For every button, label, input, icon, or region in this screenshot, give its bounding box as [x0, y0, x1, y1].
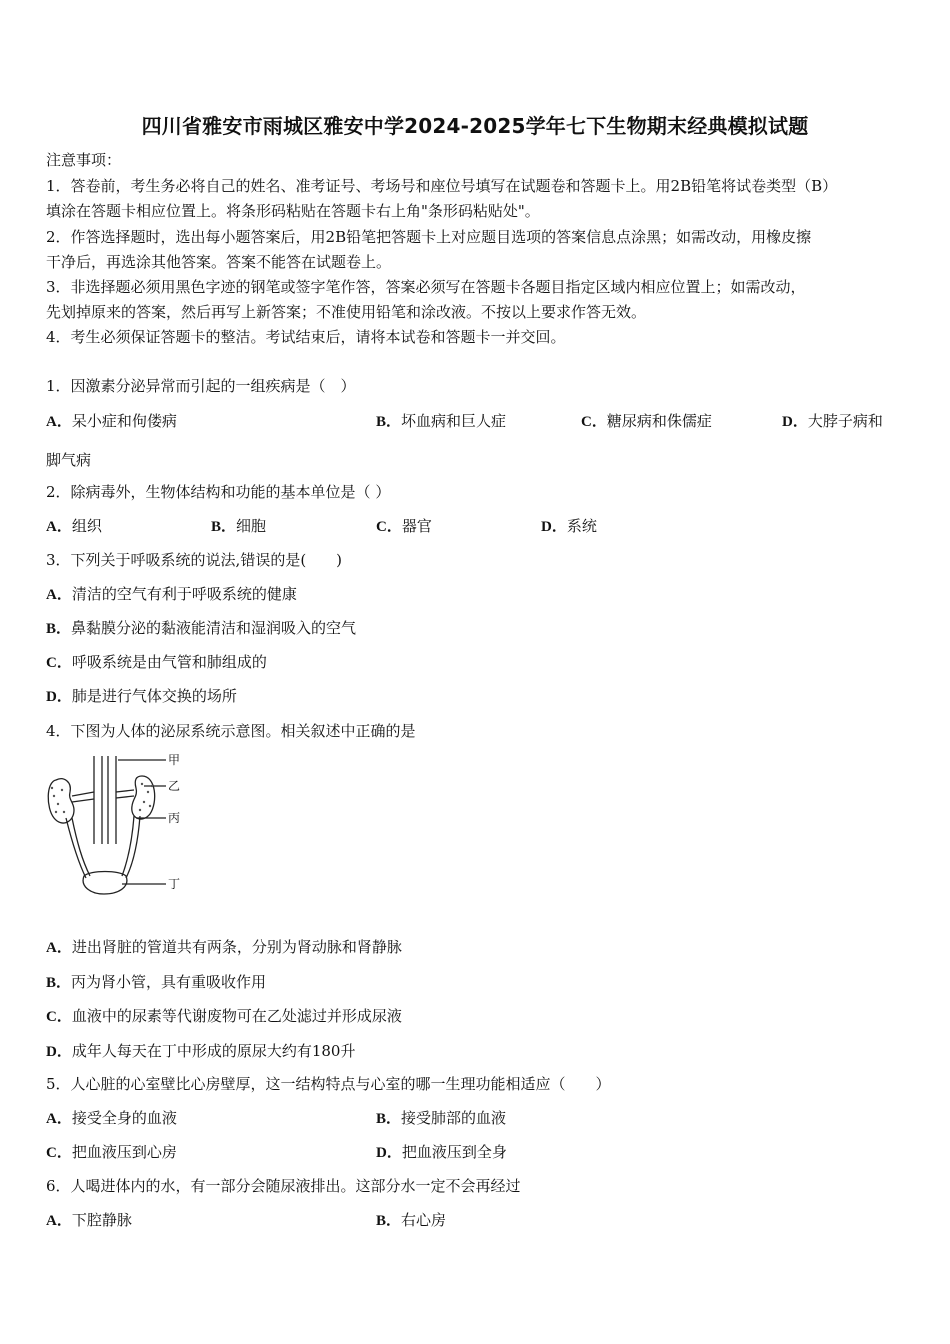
notice-line: 4．考生必须保证答题卡的整洁。考试结束后，请将本试卷和答题卡一并交回。 [46, 328, 566, 346]
option-label: C． [46, 1145, 72, 1161]
option-label: A． [46, 1213, 72, 1229]
notice-line: 2．作答选择题时，选出每小题答案后，用2B铅笔把答题卡上对应题目选项的答案信息点涂黑；如需改动，用橡皮擦 [46, 228, 812, 246]
option-label: A． [46, 519, 72, 535]
option-text: 坏血病和巨人症 [401, 412, 507, 430]
option-text: 细胞 [236, 517, 267, 535]
notice-line: 3．非选择题必须用黑色字迹的钢笔或签字笔作答，答案必须写在答题卡各题目指定区域内相应位置上；如需改动， [46, 278, 806, 296]
diagram-label-jia: 甲 [168, 753, 181, 767]
question-stem-5: 5．人心脏的心室壁比心房壁厚，这一结构特点与心室的哪一生理功能相适应（ ） [46, 1075, 611, 1093]
option-label: C． [46, 1009, 72, 1025]
option-label: B． [376, 1111, 402, 1127]
page-title: 四川省雅安市雨城区雅安中学2024-2025学年七下生物期末经典模拟试题 [141, 114, 809, 138]
notice-line: 干净后，再选涂其他答案。答案不能答在试题卷上。 [46, 253, 392, 271]
left-ureter [66, 818, 86, 878]
option-label: B． [46, 975, 72, 991]
notice-heading: 注意事项： [46, 151, 122, 169]
option-2a [46, 515, 102, 536]
option-label: C． [376, 519, 402, 535]
diagram-label-yi: 乙 [168, 779, 181, 793]
option-text: 糖尿病和侏儒症 [606, 412, 712, 430]
option-6b [376, 1209, 446, 1230]
option-3d [46, 685, 237, 706]
renal-vessels [72, 790, 134, 802]
right-kidney [132, 776, 155, 819]
option-text: 血液中的尿素等代谢废物可在乙处滤过并形成尿液 [71, 1007, 402, 1025]
option-1d-wrap: 脚气病 [46, 451, 92, 469]
vena-cava [108, 756, 116, 844]
option-text: 肺是进行气体交换的场所 [71, 687, 237, 705]
option-label: D． [782, 414, 808, 430]
option-text: 成年人每天在丁中形成的原尿大约有180升 [71, 1042, 356, 1060]
option-5b [376, 1107, 506, 1128]
left-kidney [48, 779, 74, 823]
option-5c [46, 1141, 177, 1162]
option-1d [782, 410, 883, 431]
option-text: 呆小症和佝偻病 [71, 412, 177, 430]
option-text: 把血液压到心房 [71, 1143, 177, 1161]
option-4c [46, 1005, 402, 1026]
diagram-label-bing: 丙 [168, 811, 181, 825]
option-1c [581, 410, 712, 431]
question-stem-1: 1．因激素分泌异常而引起的一组疾病是（ ） [46, 377, 356, 395]
option-label: B． [376, 1213, 402, 1229]
option-text: 组织 [71, 517, 102, 535]
aorta [94, 756, 102, 844]
option-1b [376, 410, 506, 431]
option-3c [46, 651, 267, 672]
right-ureter-inner [122, 816, 134, 876]
option-label: A． [46, 940, 72, 956]
option-label: D． [376, 1145, 402, 1161]
question-stem-3: 3．下列关于呼吸系统的说法,错误的是( ) [46, 551, 343, 569]
option-text: 接受肺部的血液 [401, 1109, 507, 1127]
option-3a [46, 583, 297, 604]
option-5a [46, 1107, 177, 1128]
option-2b [211, 515, 266, 536]
option-label: C． [581, 414, 607, 430]
option-text: 丙为肾小管，具有重吸收作用 [71, 973, 267, 991]
option-6a [46, 1209, 132, 1230]
option-text: 进出肾脏的管道共有两条，分别为肾动脉和肾静脉 [71, 938, 402, 956]
option-label: C． [46, 655, 72, 671]
option-text: 鼻黏膜分泌的黏液能清洁和湿润吸入的空气 [71, 619, 357, 637]
option-1a [46, 410, 177, 431]
option-text: 清洁的空气有利于呼吸系统的健康 [71, 585, 297, 603]
notice-line: 先划掉原来的答案，然后再写上新答案；不准使用铅笔和涂改液。不按以上要求作答无效。 [46, 303, 647, 321]
option-text: 大脖子病和 [807, 412, 883, 430]
option-text: 下腔静脉 [71, 1211, 132, 1229]
option-2c [376, 515, 432, 536]
notice-line: 填涂在答题卡相应位置上。将条形码粘贴在答题卡右上角"条形码粘贴处"。 [46, 202, 540, 220]
question-stem-6: 6．人喝进体内的水，有一部分会随尿液排出。这部分水一定不会再经过 [46, 1177, 521, 1195]
option-5d [376, 1141, 507, 1162]
option-label: B． [211, 519, 237, 535]
option-label: B． [46, 621, 72, 637]
option-text: 系统 [566, 517, 597, 535]
option-3b [46, 617, 356, 638]
option-text: 把血液压到全身 [401, 1143, 507, 1161]
option-text: 呼吸系统是由气管和肺组成的 [71, 653, 267, 671]
question-stem-4: 4．下图为人体的泌尿系统示意图。相关叙述中正确的是 [46, 722, 416, 740]
urinary-system-diagram [44, 752, 194, 897]
option-text: 右心房 [401, 1211, 447, 1229]
option-label: B． [376, 414, 402, 430]
option-4b [46, 971, 266, 992]
option-text: 器官 [401, 517, 432, 535]
option-label: A． [46, 1111, 72, 1127]
option-4d [46, 1040, 355, 1061]
option-label: D． [46, 689, 72, 705]
option-label: D． [541, 519, 567, 535]
question-stem-2: 2．除病毒外，生物体结构和功能的基本单位是（ ） [46, 483, 391, 501]
option-label: A． [46, 414, 72, 430]
option-label: A． [46, 587, 72, 603]
option-label: D． [46, 1044, 72, 1060]
option-4a [46, 936, 402, 957]
option-2d [541, 515, 597, 536]
diagram-label-ding: 丁 [168, 877, 181, 891]
option-text: 接受全身的血液 [71, 1109, 177, 1127]
notice-line: 1．答卷前，考生务必将自己的姓名、准考证号、考场号和座位号填写在试题卷和答题卡上。用2B铅笔将试卷类型（B） [46, 177, 838, 195]
